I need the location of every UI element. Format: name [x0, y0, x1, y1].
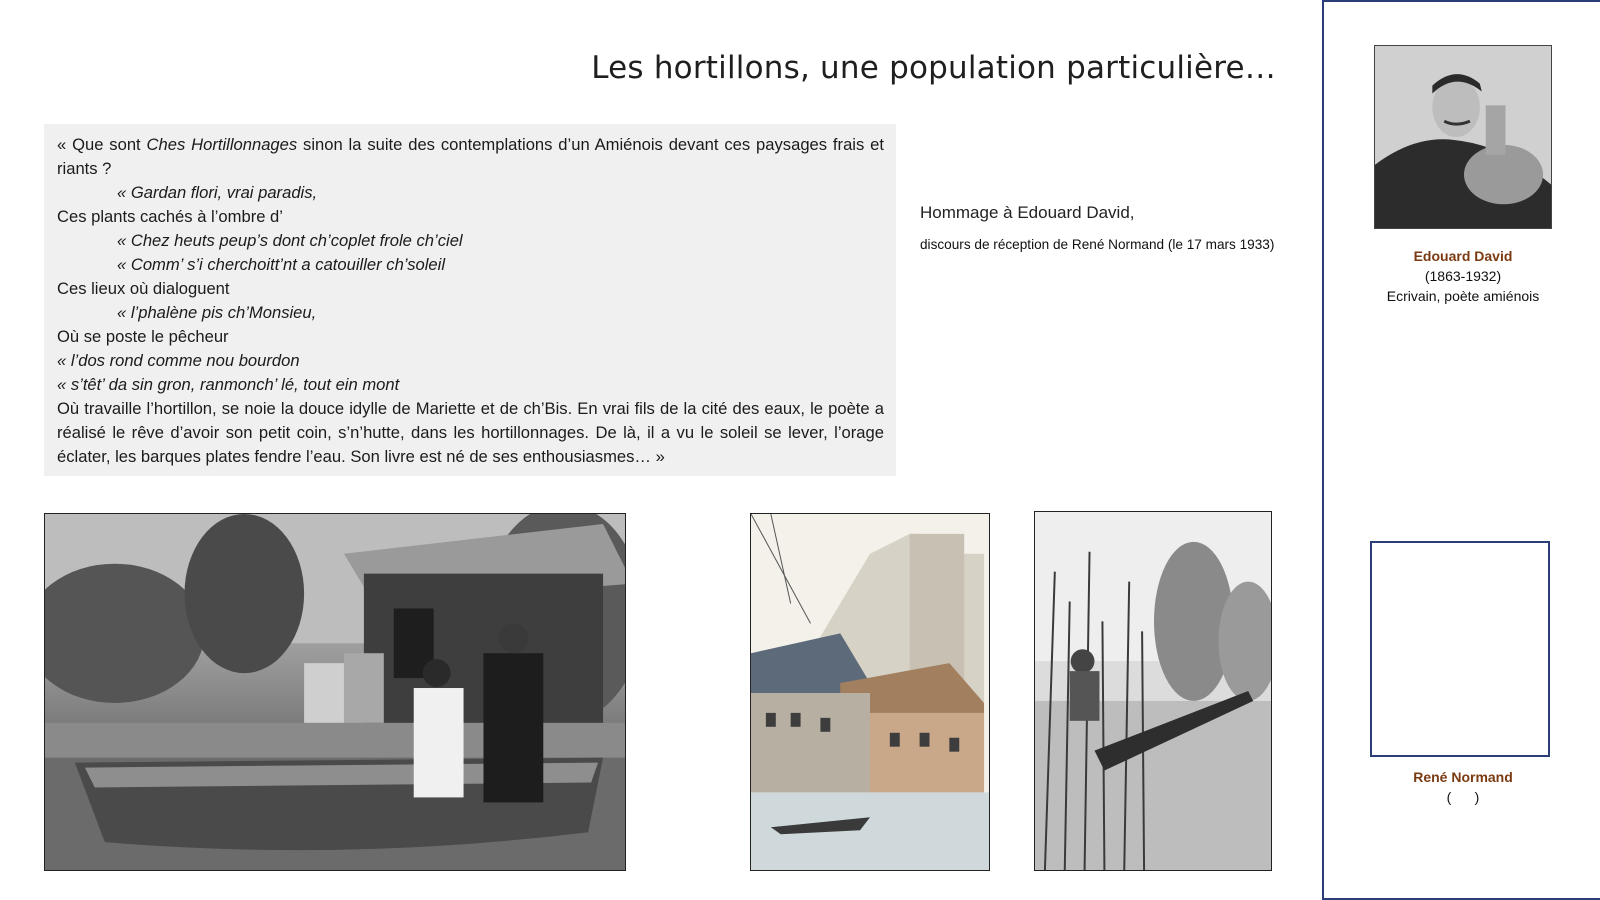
quote-line: Où se poste le pêcheur	[57, 327, 229, 346]
quote-line: Ces plants cachés à l’ombre d’	[57, 207, 283, 226]
boat-photo	[44, 513, 626, 871]
page-title: Les hortillons, une population particulière…	[591, 50, 1276, 86]
quote-verse: « Chez heuts peup’s dont ch’coplet frole ch’ciel	[117, 231, 463, 250]
edouard-david-caption	[1324, 246, 1600, 306]
quote-verse: « Comm’ s’i cherchoitt’nt a catouiller ch’soleil	[117, 255, 446, 274]
quote-box	[44, 124, 896, 476]
sidebar	[1322, 0, 1600, 900]
edouard-david-portrait	[1374, 45, 1552, 229]
quote-intro: « Que sont Ches Hortillonnages sinon la suite des contemplations d’un Amiénois devant ces paysages frais et riants ?	[57, 135, 884, 178]
person-dates: (1863-1932)	[1424, 268, 1502, 284]
rene-normand-portrait-frame	[1370, 541, 1550, 757]
quote-conclusion: Où travaille l’hortillon, se noie la douce idylle de Mariette et de ch’Bis. En vrai fils de la cité des eaux, le poète a réalisé le rêve d’avoir son petit coin, s’n’hutte, dans les hortillonnages. De là, il a vu le soleil se lever, l’orage éclater, les barques plates fendre l’eau. Son livre est né de ses enthousiasmes… »	[57, 399, 884, 466]
quote-verse: « l’dos rond comme nou bourdon	[57, 351, 300, 370]
quote-verse: « s’têt’ da sin gron, ranmonch’ lé, tout ein mont	[57, 375, 400, 394]
person-role: Ecrivain, poète amiénois	[1386, 288, 1540, 304]
person-name: René Normand	[1413, 769, 1513, 785]
marsh-illustration	[1034, 511, 1272, 871]
hommage-subtitle: discours de réception de René Normand (le 17 mars 1933)	[920, 237, 1275, 252]
person-name: Edouard David	[1413, 248, 1513, 264]
cathedral-illustration	[750, 513, 990, 871]
person-dates: ( )	[1446, 789, 1480, 805]
hommage-caption	[920, 203, 1300, 252]
quote-line: Ces lieux où dialoguent	[57, 279, 230, 298]
hommage-title: Hommage à Edouard David,	[920, 203, 1135, 222]
quote-verse: « l’phalène pis ch’Monsieu,	[117, 303, 317, 322]
rene-normand-caption	[1324, 767, 1600, 807]
quote-verse: « Gardan flori, vrai paradis,	[117, 183, 318, 202]
